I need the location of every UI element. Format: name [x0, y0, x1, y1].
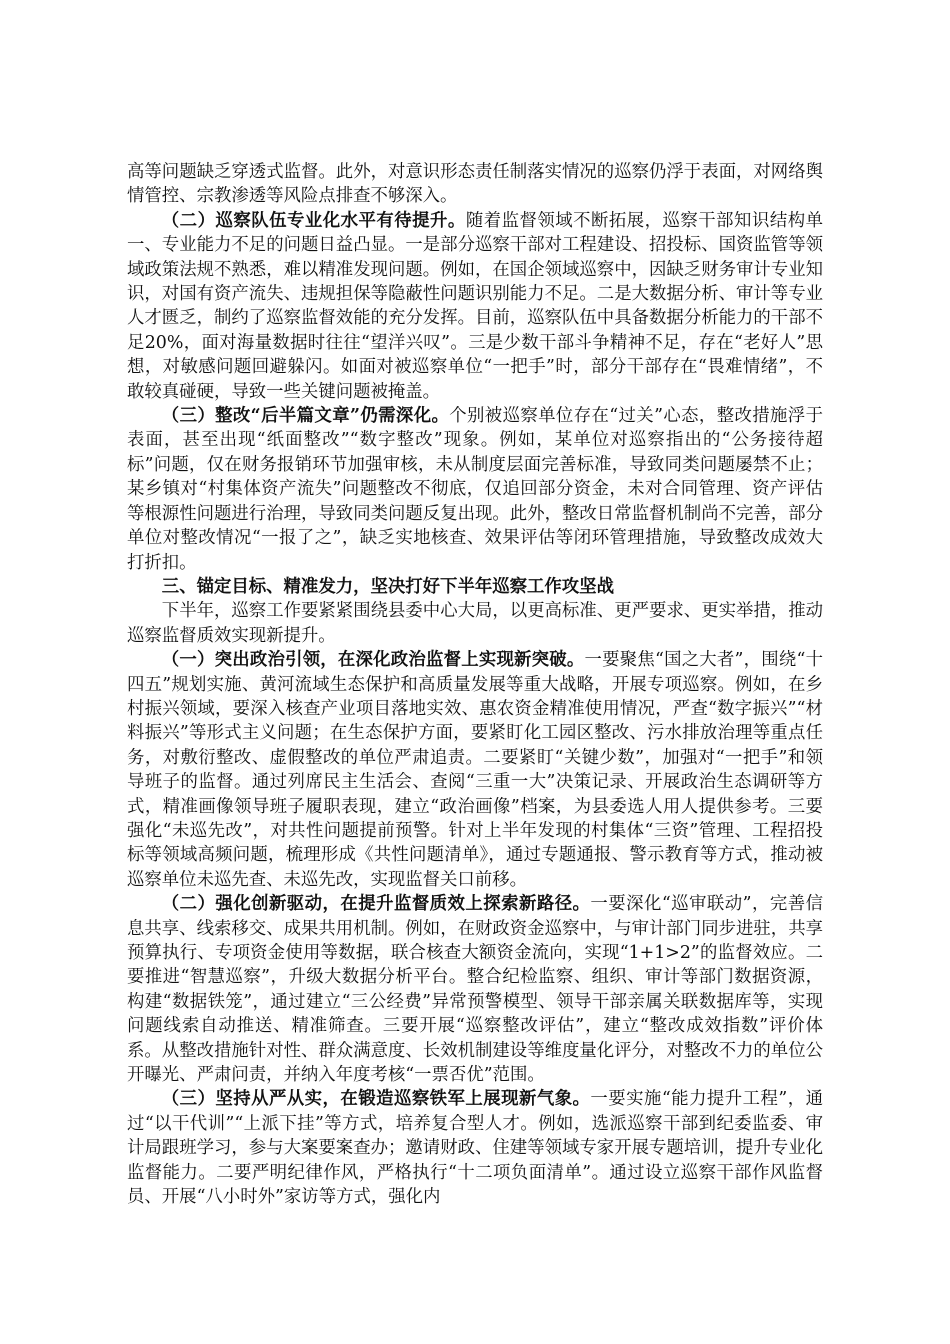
paragraph-lead: （一）突出政治引领，在深化政治监督上实现新突破。 — [161, 650, 585, 671]
section-heading-3 — [127, 575, 823, 599]
heading-text: 三、锚定目标、精准发力，坚决打好下半年巡察工作攻坚战 — [161, 576, 614, 597]
paragraph-lead: （三）整改“后半篇文章”仍需深化。 — [161, 406, 450, 427]
paragraph-text: 一要实施“能力提升工程”，通过“以干代训”“上派下挂”等方式，培养复合型人才。例如，选派巡察干部到纪委监委、审计局跟班学习，参与大案要案查办；邀请财政、住建等领域专家开展专题培训，提升专业化监督能力。二要严明纪律作风，严格执行“十二项负面清单”。通过设立巡察干部作风监督员、开展“八小时外”家访等方式，强化内 — [127, 1089, 823, 1208]
paragraph-section-2-2 — [127, 209, 823, 404]
paragraph-text: 个别被巡察单位存在“过关”心态，整改措施浮于表面，甚至出现“纸面整改”“数字整改”现象。例如，某单位对巡察指出的“公务接待超标”问题，仅在财务报销环节加强审核，未从制度层面完善标准，导致同类问题屡禁不止；某乡镇对“村集体资产流失”问题整改不彻底，仅追回部分资金，未对合同管理、资产评估等根源性问题进行治理，导致同类问题反复出现。此外，整改日常监督机制尚不完善，部分单位对整改情况“一报了之”，缺乏实地核查、效果评估等闭环管理措施，导致整改成效大打折扣。 — [127, 406, 823, 573]
document-body — [127, 160, 823, 1209]
paragraph-lead: （二）巡察队伍专业化水平有待提升。 — [161, 210, 466, 231]
paragraph-section-2-3 — [127, 404, 823, 575]
paragraph-text: 一要深化“巡审联动”，完善信息共享、线索移交、成果共用机制。例如，在财政资金巡察中，与审计部门同步进驻，共享预算执行、专项资金使用等数据，联合核查大额资金流向，实现“1+1>2”的监督效应。二要推进“智慧巡察”，升级大数据分析平台。整合纪检监察、组织、审计等部门数据资源，构建“数据铁笼”，通过建立“三公经费”异常预警模型、领导干部亲属关联数据库等，实现问题线索自动推送、精准筛查。三要开展“巡察整改评估”，建立“整改成效指数”评价体系。从整改措施针对性、群众满意度、长效机制建设等维度量化评分，对整改不力的单位公开曝光、严肃问责，并纳入年度考核“一票否优”范围。 — [127, 894, 823, 1086]
paragraph-lead: （二）强化创新驱动，在提升监督质效上探索新路径。 — [161, 894, 591, 915]
paragraph-text: 随着监督领域不断拓展，巡察干部知识结构单一、专业能力不足的问题日益凸显。一是部分巡察干部对工程建设、招投标、国资监管等领域政策法规不熟悉，难以精准发现问题。例如，在国企领域巡察中，因缺乏财务审计专业知识，对国有资产流失、违规担保等隐蔽性问题识别能力不足。二是大数据分析、审计等专业人才匮乏，制约了巡察监督效能的充分发挥。目前，巡察队伍中具备数据分析能力的干部不足20%，面对海量数据时往往“望洋兴叹”。三是少数干部斗争精神不足，存在“老好人”思想，对敏感问题回避躲闪。如面对被巡察单位“一把手”时，部分干部存在“畏难情绪”，不敢较真碰硬，导致一些关键问题被掩盖。 — [127, 210, 823, 402]
paragraph-section-3-2 — [127, 892, 823, 1087]
paragraph-section-3-1 — [127, 648, 823, 892]
paragraph-text: 高等问题缺乏穿透式监督。此外，对意识形态责任制落实情况的巡察仍浮于表面，对网络舆情管控、宗教渗透等风险点排查不够深入。 — [127, 162, 823, 207]
paragraph-text: 下半年，巡察工作要紧紧围绕县委中心大局，以更高标准、更严要求、更实举措，推动巡察监督质效实现新提升。 — [127, 601, 823, 646]
paragraph-intro-continuation — [127, 160, 823, 209]
paragraph-section-3-3 — [127, 1087, 823, 1209]
paragraph-text: 一要聚焦“国之大者”，围绕“十四五”规划实施、黄河流域生态保护和高质量发展等重大战略，开展专项巡察。例如，在乡村振兴领域，要深入核查产业项目落地实效、惠农资金精准使用情况，严查“数字振兴”“材料振兴”等形式主义问题；在生态保护方面，要紧盯化工园区整改、污水排放治理等重点任务，对敷衍整改、虚假整改的单位严肃追责。二要紧盯“关键少数”，加强对“一把手”和领导班子的监督。通过列席民主生活会、查阅“三重一大”决策记录、开展政治生态调研等方式，精准画像领导班子履职表现，建立“政治画像”档案，为县委选人用人提供参考。三要强化“未巡先改”，对共性问题提前预警。针对上半年发现的村集体“三资”管理、工程招投标等领域高频问题，梳理形成《共性问题清单》，通过专题通报、警示教育等方式，推动被巡察单位未巡先查、未巡先改，实现监督关口前移。 — [127, 650, 823, 890]
paragraph-section-3-intro — [127, 599, 823, 648]
paragraph-lead: （三）坚持从严从实，在锻造巡察铁军上展现新气象。 — [161, 1089, 591, 1110]
